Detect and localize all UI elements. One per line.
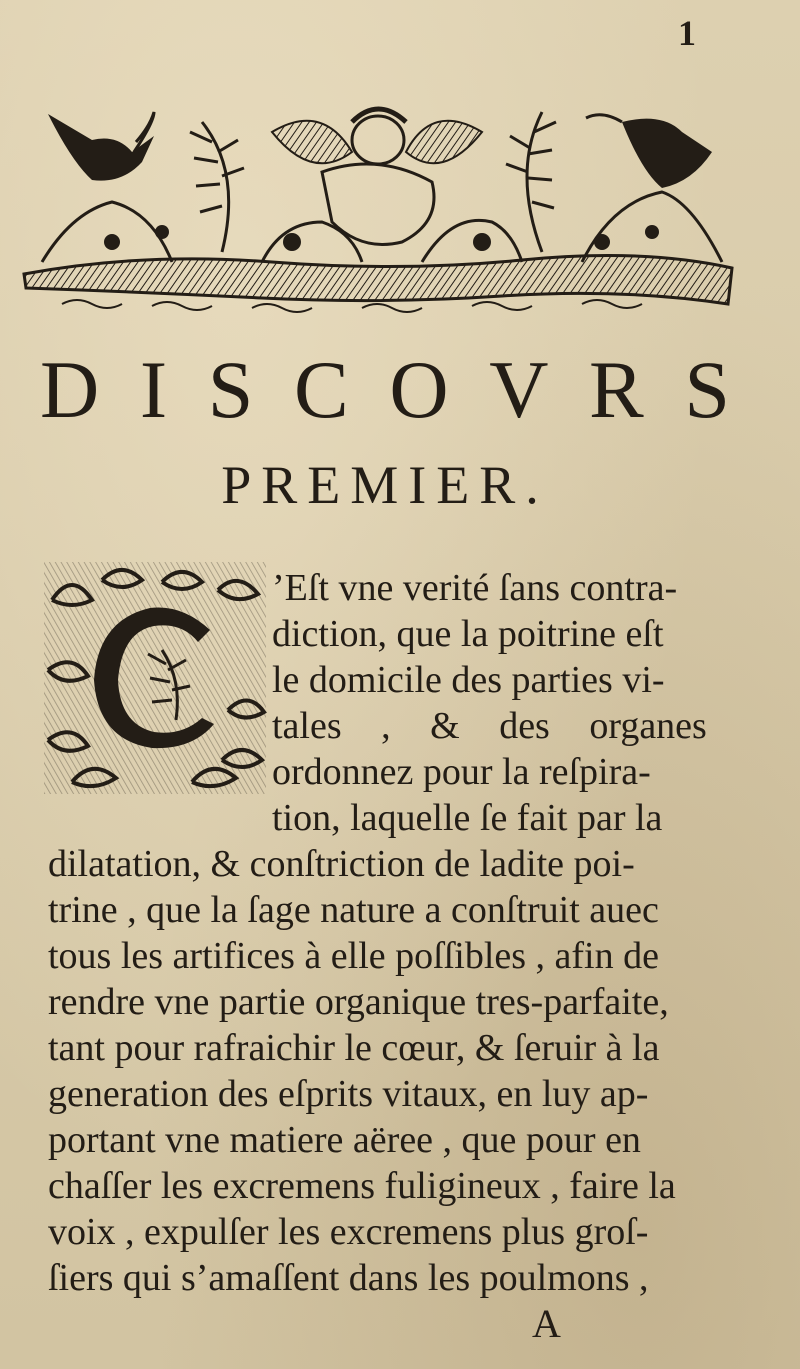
title-letter: I [139,344,168,435]
page-number: 1 [678,13,696,53]
text-line: dilatation, & conſtriction de ladite poi- [48,843,635,885]
text-line: generation des eſprits vitaux, en luy ap- [48,1073,649,1115]
initial-letter-text: C [242,690,243,691]
text-line: tales , & des organes [272,705,707,747]
title-letter: V [489,344,549,435]
decorated-initial [42,560,268,796]
text-line: tant pour rafraichir le cœur, & ſeruir à la [48,1027,660,1069]
text-line: chaſſer les excremens fuligineux , faire la [48,1165,676,1207]
title-letter: S [684,344,730,435]
text-line: tion, laquelle ſe fait par la [272,797,663,839]
title-letter: D [40,344,100,435]
text-line: tous les artifices à elle poſſibles , afin de [48,935,659,977]
title-letter: O [389,344,449,435]
headpiece-ornament [22,92,734,320]
text-line: le domicile des parties vi- [272,659,665,701]
text-line: portant vne matiere aëree , que pour en [48,1119,641,1161]
title-letter: R [589,344,644,435]
text-line: rendre vne partie organique tres-parfaite, [48,981,669,1023]
title-letter: C [294,344,349,435]
text-line: diction, que la poitrine eſt [272,613,664,655]
text-line: voix , expulſer les excremens plus groſ- [48,1211,649,1253]
signature-mark: A [532,1301,561,1346]
title-letter: S [207,344,254,435]
section-subtitle: PREMIER. [221,455,549,515]
text-line: trine , que la ſage nature a conſtruit auec [48,889,659,931]
text-line: ordonnez pour la reſpira- [272,751,651,793]
text-line: ’Eſt vne verité ſans contra- [272,567,678,609]
text-line: ſiers qui s’amaſſent dans les poulmons , [48,1257,649,1299]
section-title [40,340,730,440]
